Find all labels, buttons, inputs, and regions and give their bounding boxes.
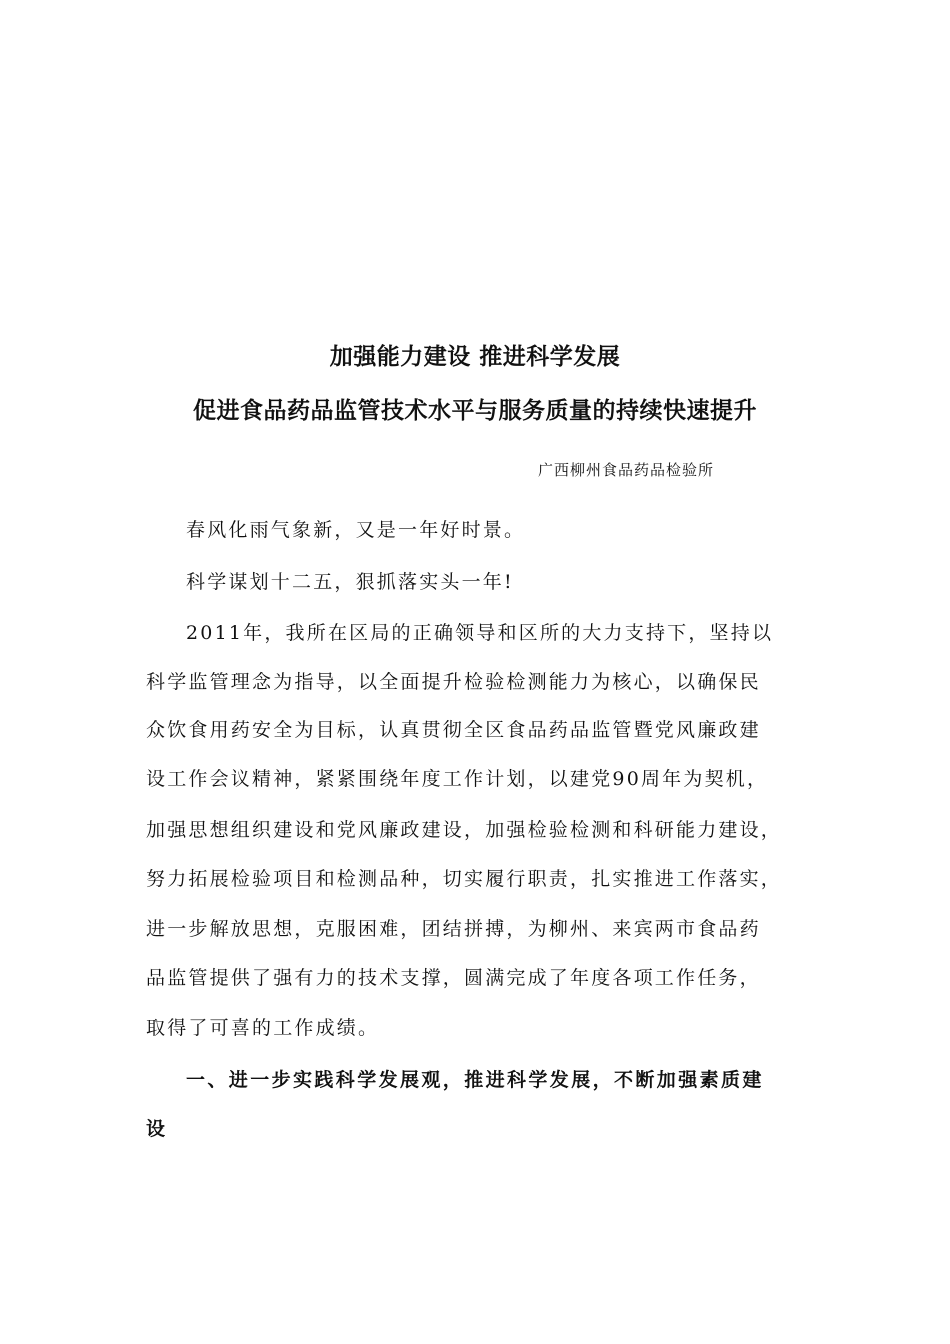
section-heading-line-2: 设 — [146, 1118, 168, 1140]
body-line-7: 进一步解放思想，克服困难，团结拼搏，为柳州、来宾两市食品药 — [146, 918, 761, 940]
body-line-8: 品监管提供了强有力的技术支撑，圆满完成了年度各项工作任务， — [146, 967, 761, 989]
document-title-line-1: 加强能力建设 推进科学发展 — [329, 344, 621, 370]
body-line-5: 加强思想组织建设和党风廉政建设，加强检验检测和科研能力建设， — [146, 819, 783, 841]
body-line-6: 努力拓展检验项目和检测品种，切实履行职责，扎实推进工作落实， — [146, 868, 783, 890]
intro-line-2: 科学谋划十二五，狠抓落实头一年! — [186, 571, 514, 593]
organization-name: 广西柳州食品药品检验所 — [538, 461, 715, 479]
intro-line-1: 春风化雨气象新，又是一年好时景。 — [186, 519, 526, 541]
section-heading-line-1: 一、进一步实践科学发展观，推进科学发展，不断加强素质建 — [186, 1069, 764, 1091]
body-line-2: 科学监管理念为指导，以全面提升检验检测能力为核心，以确保民 — [146, 671, 761, 693]
document-title-line-2: 促进食品药品监管技术水平与服务质量的持续快速提升 — [193, 398, 757, 424]
body-line-1: 2011年，我所在区局的正确领导和区所的大力支持下，坚持以 — [186, 622, 774, 644]
body-line-3: 众饮食用药安全为目标，认真贯彻全区食品药品监管暨党风廉政建 — [146, 719, 761, 741]
body-line-9: 取得了可喜的工作成绩。 — [146, 1017, 380, 1039]
body-line-4: 设工作会议精神，紧紧围绕年度工作计划，以建党90周年为契机， — [146, 768, 769, 790]
